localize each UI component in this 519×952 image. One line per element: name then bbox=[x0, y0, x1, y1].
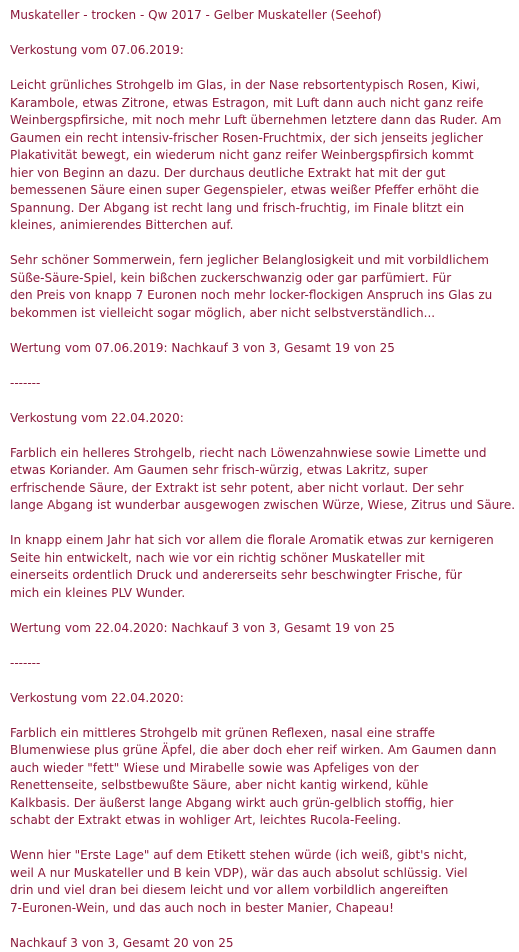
spacer bbox=[10, 637, 515, 655]
note-line: Spannung. Der Abgang ist recht lang und frisch-fruchtig, im Finale blitzt ein bbox=[10, 200, 515, 218]
note-line: Farblich ein helleres Strohgelb, riecht nach Löwenzahnwiese sowie Limette und bbox=[10, 445, 515, 463]
separator: ------- bbox=[10, 375, 515, 393]
note-line: einerseits ordentlich Druck und andererseits sehr beschwingter Frische, für bbox=[10, 567, 515, 585]
tasting-heading: Verkostung vom 22.04.2020: bbox=[10, 410, 515, 428]
spacer bbox=[10, 25, 515, 43]
rating-line: Wertung vom 22.04.2020: Nachkauf 3 von 3, Gesamt 19 von 25 bbox=[10, 620, 515, 638]
note-line: Leicht grünliches Strohgelb im Glas, in der Nase rebsortentypisch Rosen, Kiwi, bbox=[10, 77, 515, 95]
spacer bbox=[10, 602, 515, 620]
note-line: hier von Beginn an dazu. Der durchaus deutliche Extrakt hat mit der gut bbox=[10, 165, 515, 183]
spacer bbox=[10, 357, 515, 375]
note-line: bekommen ist vielleicht sogar möglich, aber nicht selbstverständlich... bbox=[10, 305, 515, 323]
spacer bbox=[10, 672, 515, 690]
note-line: 7-Euronen-Wein, und das auch noch in bester Manier, Chapeau! bbox=[10, 900, 515, 918]
note-line: Süße-Säure-Spiel, kein bißchen zuckerschwanzig oder gar parfümiert. Für bbox=[10, 270, 515, 288]
rating-line: Nachkauf 3 von 3, Gesamt 20 von 25 bbox=[10, 935, 515, 952]
spacer bbox=[10, 322, 515, 340]
note-line: Karambole, etwas Zitrone, etwas Estragon, mit Luft dann auch nicht ganz reife bbox=[10, 95, 515, 113]
note-line: drin und viel dran bei diesem leicht und vor allem vorbildlich angereiften bbox=[10, 882, 515, 900]
wine-title: Muskateller - trocken - Qw 2017 - Gelber Muskateller (Seehof) bbox=[10, 7, 515, 25]
separator: ------- bbox=[10, 655, 515, 673]
note-line: den Preis von knapp 7 Euronen noch mehr locker-flockigen Anspruch ins Glas zu bbox=[10, 287, 515, 305]
tasting-heading: Verkostung vom 22.04.2020: bbox=[10, 690, 515, 708]
note-line: etwas Koriander. Am Gaumen sehr frisch-würzig, etwas Lakritz, super bbox=[10, 462, 515, 480]
note-line: In knapp einem Jahr hat sich vor allem die florale Aromatik etwas zur kernigeren bbox=[10, 532, 515, 550]
note-line: Plakativität bewegt, ein wiederum nicht ganz reifer Weinbergspfirsich kommt bbox=[10, 147, 515, 165]
spacer bbox=[10, 235, 515, 253]
note-line: Wenn hier "Erste Lage" auf dem Etikett stehen würde (ich weiß, gibt's nicht, bbox=[10, 847, 515, 865]
note-line: erfrischende Säure, der Extrakt ist sehr potent, aber nicht vorlaut. Der sehr bbox=[10, 480, 515, 498]
note-line: lange Abgang ist wunderbar ausgewogen zwischen Würze, Wiese, Zitrus und Säure. bbox=[10, 497, 515, 515]
note-line: Farblich ein mittleres Strohgelb mit grünen Reflexen, nasal eine straffe bbox=[10, 725, 515, 743]
note-line: auch wieder "fett" Wiese und Mirabelle sowie was Apfeliges von der bbox=[10, 760, 515, 778]
note-line: bemessenen Säure einen super Gegenspieler, etwas weißer Pfeffer erhöht die bbox=[10, 182, 515, 200]
note-line: Kalkbasis. Der äußerst lange Abgang wirkt auch grün-gelblich stoffig, hier bbox=[10, 795, 515, 813]
note-line: Sehr schöner Sommerwein, fern jeglicher Belanglosigkeit und mit vorbildlichem bbox=[10, 252, 515, 270]
spacer bbox=[10, 60, 515, 78]
note-line: kleines, animierendes Bitterchen auf. bbox=[10, 217, 515, 235]
note-line: Seite hin entwickelt, nach wie vor ein richtig schöner Muskateller mit bbox=[10, 550, 515, 568]
note-line: Weinbergspfirsiche, mit noch mehr Luft übernehmen letztere dann das Ruder. Am bbox=[10, 112, 515, 130]
spacer bbox=[10, 392, 515, 410]
tasting-heading: Verkostung vom 07.06.2019: bbox=[10, 42, 515, 60]
note-line: weil A nur Muskateller und B kein VDP), wär das auch absolut schlüssig. Viel bbox=[10, 865, 515, 883]
note-line: Blumenwiese plus grüne Äpfel, die aber doch eher reif wirken. Am Gaumen dann bbox=[10, 742, 515, 760]
note-line: Renettenseite, selbstbewußte Säure, aber nicht kantig wirkend, kühle bbox=[10, 777, 515, 795]
note-line: schabt der Extrakt etwas in wohliger Art, leichtes Rucola-Feeling. bbox=[10, 812, 515, 830]
rating-line: Wertung vom 07.06.2019: Nachkauf 3 von 3, Gesamt 19 von 25 bbox=[10, 340, 515, 358]
note-line: Gaumen ein recht intensiv-frischer Rosen-Fruchtmix, der sich jenseits jeglicher bbox=[10, 130, 515, 148]
spacer bbox=[10, 707, 515, 725]
spacer bbox=[10, 515, 515, 533]
note-line: mich ein kleines PLV Wunder. bbox=[10, 585, 515, 603]
spacer bbox=[10, 830, 515, 848]
tasting-note-post bbox=[10, 7, 515, 952]
spacer bbox=[10, 427, 515, 445]
spacer bbox=[10, 917, 515, 935]
